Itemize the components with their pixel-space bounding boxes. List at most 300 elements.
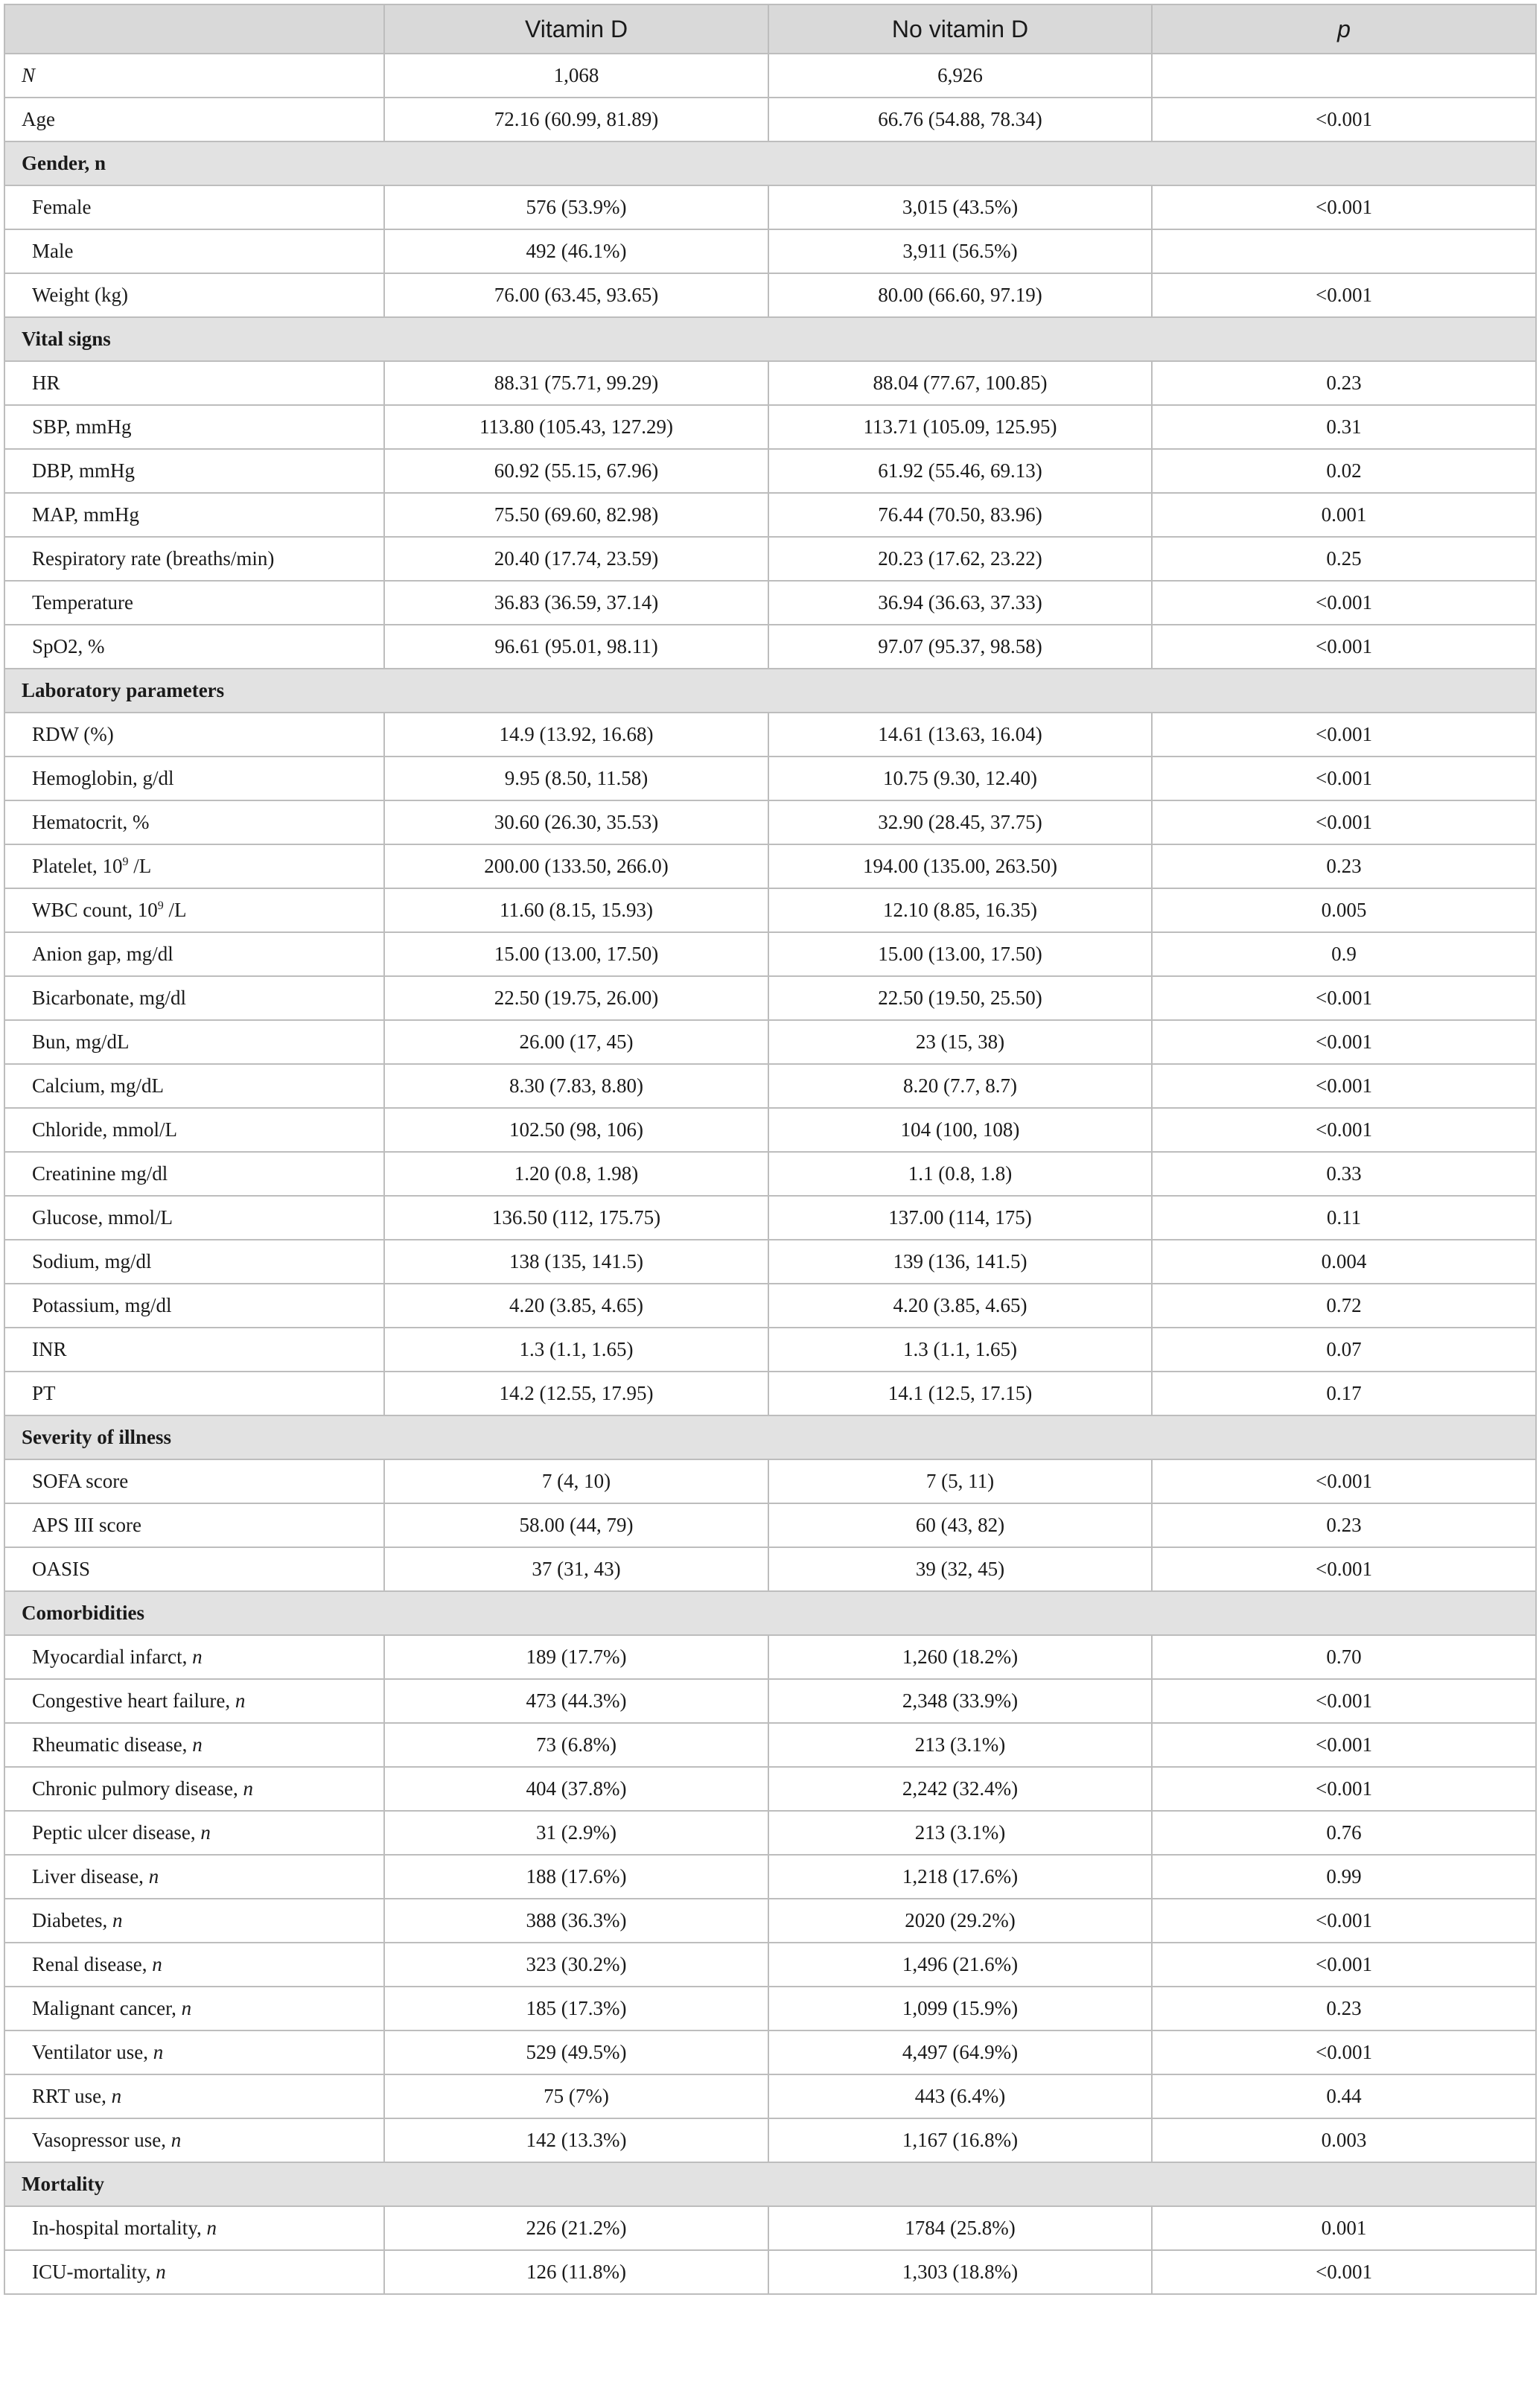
vitamin-d-value: 492 (46.1%) [384,229,768,273]
vitamin-d-value: 20.40 (17.74, 23.59) [384,537,768,581]
no-vitamin-d-value: 194.00 (135.00, 263.50) [768,844,1152,888]
p-value: <0.001 [1152,185,1536,229]
header-no-vitamin-d: No vitamin D [768,4,1152,54]
no-vitamin-d-value: 20.23 (17.62, 23.22) [768,537,1152,581]
p-value: 0.001 [1152,2206,1536,2250]
no-vitamin-d-value: 32.90 (28.45, 37.75) [768,800,1152,844]
vitamin-d-value: 185 (17.3%) [384,1987,768,2030]
vitamin-d-value: 72.16 (60.99, 81.89) [384,98,768,141]
table-row [4,1108,1536,1152]
table-row [4,1503,1536,1547]
p-value: 0.07 [1152,1328,1536,1372]
row-label-text: Calcium, mg/dL [32,1074,164,1097]
table-row [4,2030,1536,2074]
vitamin-d-value: 11.60 (8.15, 15.93) [384,888,768,932]
table-row [4,1064,1536,1108]
no-vitamin-d-value: 10.75 (9.30, 12.40) [768,757,1152,800]
p-value: 0.99 [1152,1855,1536,1899]
row-label [4,888,384,932]
row-label [4,932,384,976]
count-symbol: n [206,2217,217,2239]
no-vitamin-d-value: 15.00 (13.00, 17.50) [768,932,1152,976]
vitamin-d-value: 88.31 (75.71, 99.29) [384,361,768,405]
no-vitamin-d-value: 60 (43, 82) [768,1503,1152,1547]
row-label-text: Renal disease, [32,1953,153,1975]
vitamin-d-value: 1,068 [384,54,768,98]
vitamin-d-value: 189 (17.7%) [384,1635,768,1679]
no-vitamin-d-value: 104 (100, 108) [768,1108,1152,1152]
row-label-text: Hematocrit, % [32,811,150,833]
row-label [4,1503,384,1547]
no-vitamin-d-value: 80.00 (66.60, 97.19) [768,273,1152,317]
row-label-text: OASIS [32,1558,91,1580]
no-vitamin-d-value: 61.92 (55.46, 69.13) [768,449,1152,493]
section-title: Severity of illness [4,1415,1536,1459]
table-row [4,1328,1536,1372]
row-label [4,405,384,449]
row-label [4,537,384,581]
row-label-text: RRT use, [32,2085,112,2107]
p-value: <0.001 [1152,976,1536,1020]
vitamin-d-value: 22.50 (19.75, 26.00) [384,976,768,1020]
vitamin-d-value: 75 (7%) [384,2074,768,2118]
row-label-text: DBP, mmHg [32,459,136,482]
vitamin-d-value: 14.9 (13.92, 16.68) [384,713,768,757]
row-label [4,185,384,229]
p-value: 0.005 [1152,888,1536,932]
p-value: <0.001 [1152,1899,1536,1943]
row-label-text: Respiratory rate (breaths/min) [32,547,275,570]
no-vitamin-d-value: 1,260 (18.2%) [768,1635,1152,1679]
p-value: <0.001 [1152,1459,1536,1503]
row-label-text: Potassium, mg/dl [32,1294,172,1316]
no-vitamin-d-value: 7 (5, 11) [768,1459,1152,1503]
row-label-text: Liver disease, [32,1865,149,1888]
count-symbol: n [235,1689,246,1712]
row-label-text: Congestive heart failure, [32,1689,235,1712]
vitamin-d-value: 15.00 (13.00, 17.50) [384,932,768,976]
row-label-text: Bun, mg/dL [32,1031,130,1053]
row-label [4,1987,384,2030]
table-row [4,405,1536,449]
p-value: 0.23 [1152,844,1536,888]
vitamin-d-value: 1.20 (0.8, 1.98) [384,1152,768,1196]
table-body [4,54,1536,2294]
row-label [4,1811,384,1855]
vitamin-d-value: 58.00 (44, 79) [384,1503,768,1547]
vitamin-d-value: 404 (37.8%) [384,1767,768,1811]
row-label [4,1943,384,1987]
section-title: Mortality [4,2162,1536,2206]
p-value [1152,229,1536,273]
table-row [4,185,1536,229]
row-label [4,229,384,273]
table-row [4,1020,1536,1064]
row-label [4,625,384,669]
section-header-row [4,1591,1536,1635]
count-symbol: n [153,2041,164,2063]
count-symbol: n [171,2129,182,2151]
vitamin-d-value: 26.00 (17, 45) [384,1020,768,1064]
vitamin-d-value: 126 (11.8%) [384,2250,768,2294]
vitamin-d-value: 76.00 (63.45, 93.65) [384,273,768,317]
no-vitamin-d-value: 4.20 (3.85, 4.65) [768,1284,1152,1328]
header-p-value: p [1152,4,1536,54]
no-vitamin-d-value: 2020 (29.2%) [768,1899,1152,1943]
vitamin-d-value: 200.00 (133.50, 266.0) [384,844,768,888]
row-label-text: ICU-mortality, [32,2261,156,2283]
table-row [4,2250,1536,2294]
p-value [1152,54,1536,98]
table-row [4,1547,1536,1591]
no-vitamin-d-value: 12.10 (8.85, 16.35) [768,888,1152,932]
table-row [4,625,1536,669]
vitamin-d-value: 113.80 (105.43, 127.29) [384,405,768,449]
row-label-text: Diabetes, [32,1909,112,1931]
row-label [4,1284,384,1328]
count-symbol: n [200,1821,211,1844]
p-value: 0.76 [1152,1811,1536,1855]
count-symbol: n [243,1777,253,1800]
row-label [4,493,384,537]
table-row [4,1284,1536,1328]
p-value: 0.001 [1152,493,1536,537]
vitamin-d-value: 31 (2.9%) [384,1811,768,1855]
row-label-text: RDW (%) [32,723,114,745]
table-row [4,757,1536,800]
table-row [4,1679,1536,1723]
p-value: 0.17 [1152,1372,1536,1415]
p-value: <0.001 [1152,1943,1536,1987]
table-row [4,2206,1536,2250]
row-label-text: SOFA score [32,1470,129,1492]
no-vitamin-d-value: 1784 (25.8%) [768,2206,1152,2250]
vitamin-d-value: 8.30 (7.83, 8.80) [384,1064,768,1108]
p-value: 0.72 [1152,1284,1536,1328]
no-vitamin-d-value: 39 (32, 45) [768,1547,1152,1591]
vitamin-d-value: 102.50 (98, 106) [384,1108,768,1152]
table-row [4,1767,1536,1811]
row-label-text: Hemoglobin, g/dl [32,767,174,789]
vitamin-d-value: 37 (31, 43) [384,1547,768,1591]
vitamin-d-value: 1.3 (1.1, 1.65) [384,1328,768,1372]
no-vitamin-d-value: 1.3 (1.1, 1.65) [768,1328,1152,1372]
row-label [4,1020,384,1064]
table-row [4,493,1536,537]
no-vitamin-d-value: 1,218 (17.6%) [768,1855,1152,1899]
p-value: <0.001 [1152,581,1536,625]
row-label [4,1108,384,1152]
no-vitamin-d-value: 3,015 (43.5%) [768,185,1152,229]
table-row [4,361,1536,405]
row-label [4,844,384,888]
table-row [4,932,1536,976]
table-row [4,1635,1536,1679]
vitamin-d-value: 96.61 (95.01, 98.11) [384,625,768,669]
section-title: Gender, n [4,141,1536,185]
count-symbol: n [192,1733,203,1756]
unit-exponent: 9 [122,856,129,868]
vitamin-d-value: 136.50 (112, 175.75) [384,1196,768,1240]
p-value: <0.001 [1152,2250,1536,2294]
p-value: <0.001 [1152,1547,1536,1591]
vitamin-d-value: 188 (17.6%) [384,1855,768,1899]
no-vitamin-d-value: 36.94 (36.63, 37.33) [768,581,1152,625]
row-label-text: In-hospital mortality, [32,2217,207,2239]
row-label [4,361,384,405]
table-row [4,581,1536,625]
table-row [4,1987,1536,2030]
table-row [4,1723,1536,1767]
row-label-text: Myocardial infarct, [32,1646,193,1668]
table-row [4,2118,1536,2162]
no-vitamin-d-value: 2,348 (33.9%) [768,1679,1152,1723]
vitamin-d-value: 138 (135, 141.5) [384,1240,768,1284]
table-row [4,449,1536,493]
row-label [4,1547,384,1591]
count-symbol: n [152,1953,162,1975]
row-label-text: MAP, mmHg [32,503,140,526]
row-label-text: INR [32,1338,67,1360]
row-label [4,273,384,317]
row-label [4,1240,384,1284]
table-row [4,1943,1536,1987]
p-value: 0.44 [1152,2074,1536,2118]
row-label [4,1679,384,1723]
row-label [4,1152,384,1196]
p-value: 0.33 [1152,1152,1536,1196]
no-vitamin-d-value: 213 (3.1%) [768,1811,1152,1855]
p-value: 0.23 [1152,361,1536,405]
vitamin-d-value: 4.20 (3.85, 4.65) [384,1284,768,1328]
section-title: Laboratory parameters [4,669,1536,713]
unit-suffix: /L [128,855,152,877]
row-label-text: SBP, mmHg [32,415,132,438]
p-value: 0.11 [1152,1196,1536,1240]
row-label [4,1459,384,1503]
row-label [4,1064,384,1108]
p-value: 0.25 [1152,537,1536,581]
no-vitamin-d-value: 139 (136, 141.5) [768,1240,1152,1284]
row-label-text: HR [32,372,60,394]
row-label-text: N [22,64,36,86]
no-vitamin-d-value: 3,911 (56.5%) [768,229,1152,273]
table-row [4,229,1536,273]
vitamin-d-value: 60.92 (55.15, 67.96) [384,449,768,493]
row-label [4,1899,384,1943]
row-label-text: Bicarbonate, mg/dl [32,987,186,1009]
no-vitamin-d-value: 1,303 (18.8%) [768,2250,1152,2294]
no-vitamin-d-value: 97.07 (95.37, 98.58) [768,625,1152,669]
p-value: <0.001 [1152,625,1536,669]
table-row [4,273,1536,317]
no-vitamin-d-value: 14.1 (12.5, 17.15) [768,1372,1152,1415]
p-value: 0.23 [1152,1503,1536,1547]
row-label-text: Anion gap, mg/dl [32,943,173,965]
table-row [4,888,1536,932]
no-vitamin-d-value: 14.61 (13.63, 16.04) [768,713,1152,757]
no-vitamin-d-value: 2,242 (32.4%) [768,1767,1152,1811]
no-vitamin-d-value: 1,496 (21.6%) [768,1943,1152,1987]
p-value: 0.004 [1152,1240,1536,1284]
row-label [4,713,384,757]
row-label-text: Platelet, 10 [32,855,123,877]
no-vitamin-d-value: 23 (15, 38) [768,1020,1152,1064]
no-vitamin-d-value: 8.20 (7.7, 8.7) [768,1064,1152,1108]
p-value: <0.001 [1152,1679,1536,1723]
vitamin-d-value: 323 (30.2%) [384,1943,768,1987]
row-label-text: WBC count, 10 [32,899,158,921]
no-vitamin-d-value: 4,497 (64.9%) [768,2030,1152,2074]
table-row [4,1152,1536,1196]
row-label [4,1328,384,1372]
row-label-text: Chronic pulmory disease, [32,1777,243,1800]
no-vitamin-d-value: 113.71 (105.09, 125.95) [768,405,1152,449]
no-vitamin-d-value: 137.00 (114, 175) [768,1196,1152,1240]
vitamin-d-value: 473 (44.3%) [384,1679,768,1723]
row-label [4,2118,384,2162]
no-vitamin-d-value: 66.76 (54.88, 78.34) [768,98,1152,141]
no-vitamin-d-value: 76.44 (70.50, 83.96) [768,493,1152,537]
table-row [4,1240,1536,1284]
row-label-text: Male [32,240,74,262]
vitamin-d-value: 142 (13.3%) [384,2118,768,2162]
no-vitamin-d-value: 443 (6.4%) [768,2074,1152,2118]
header-vitamin-d: Vitamin D [384,4,768,54]
no-vitamin-d-value: 6,926 [768,54,1152,98]
row-label-text: Weight (kg) [32,284,129,306]
vitamin-d-value: 576 (53.9%) [384,185,768,229]
row-label-text: Rheumatic disease, [32,1733,193,1756]
row-label [4,98,384,141]
row-label [4,581,384,625]
section-header-row [4,1415,1536,1459]
row-label-text: SpO2, % [32,635,105,657]
p-value: <0.001 [1152,1108,1536,1152]
p-value: <0.001 [1152,757,1536,800]
no-vitamin-d-value: 1,167 (16.8%) [768,2118,1152,2162]
row-label-text: Chloride, mmol/L [32,1118,177,1141]
row-label-text: APS III score [32,1514,141,1536]
p-value: 0.9 [1152,932,1536,976]
section-header-row [4,141,1536,185]
p-value: <0.001 [1152,1064,1536,1108]
row-label [4,2030,384,2074]
unit-exponent: 9 [157,899,164,912]
row-label-text: PT [32,1382,56,1404]
p-value: <0.001 [1152,1723,1536,1767]
row-label [4,54,384,98]
p-value: 0.31 [1152,405,1536,449]
vitamin-d-value: 30.60 (26.30, 35.53) [384,800,768,844]
vitamin-d-value: 388 (36.3%) [384,1899,768,1943]
table-row [4,98,1536,141]
row-label-text: Sodium, mg/dl [32,1250,152,1273]
no-vitamin-d-value: 1.1 (0.8, 1.8) [768,1152,1152,1196]
row-label-text: Female [32,196,92,218]
row-label-text: Glucose, mmol/L [32,1206,173,1229]
table-row [4,800,1536,844]
table-row [4,1196,1536,1240]
row-label [4,1767,384,1811]
row-label-text: Vasopressor use, [32,2129,171,2151]
table-row [4,54,1536,98]
row-label-text: Age [22,108,55,130]
vitamin-d-value: 529 (49.5%) [384,2030,768,2074]
section-header-row [4,317,1536,361]
row-label-text: Creatinine mg/dl [32,1162,168,1185]
p-value: <0.001 [1152,713,1536,757]
vitamin-d-value: 226 (21.2%) [384,2206,768,2250]
row-label-text: Ventilator use, [32,2041,153,2063]
count-symbol: n [112,1909,123,1931]
no-vitamin-d-value: 213 (3.1%) [768,1723,1152,1767]
vitamin-d-value: 75.50 (69.60, 82.98) [384,493,768,537]
p-value: <0.001 [1152,98,1536,141]
table-row [4,1459,1536,1503]
row-label [4,1723,384,1767]
vitamin-d-value: 73 (6.8%) [384,1723,768,1767]
table-row [4,1899,1536,1943]
section-title: Comorbidities [4,1591,1536,1635]
row-label-text: Malignant cancer, [32,1997,182,2019]
p-value: 0.02 [1152,449,1536,493]
p-value: <0.001 [1152,273,1536,317]
section-header-row [4,2162,1536,2206]
row-label [4,2074,384,2118]
count-symbol: n [181,1997,192,2019]
vitamin-d-value: 14.2 (12.55, 17.95) [384,1372,768,1415]
row-label [4,1196,384,1240]
vitamin-d-value: 36.83 (36.59, 37.14) [384,581,768,625]
row-label [4,1635,384,1679]
no-vitamin-d-value: 22.50 (19.50, 25.50) [768,976,1152,1020]
table-row [4,537,1536,581]
table-row [4,2074,1536,2118]
p-value: 0.003 [1152,2118,1536,2162]
vitamin-d-value: 7 (4, 10) [384,1459,768,1503]
p-value: 0.23 [1152,1987,1536,2030]
p-value: <0.001 [1152,800,1536,844]
header-label-cell [4,4,384,54]
section-header-row [4,669,1536,713]
vitamin-d-value: 9.95 (8.50, 11.58) [384,757,768,800]
count-symbol: n [192,1646,203,1668]
no-vitamin-d-value: 1,099 (15.9%) [768,1987,1152,2030]
table-row [4,1811,1536,1855]
row-label [4,2250,384,2294]
row-label [4,976,384,1020]
row-label [4,1855,384,1899]
unit-suffix: /L [163,899,187,921]
row-label [4,800,384,844]
row-label-text: Peptic ulcer disease, [32,1821,201,1844]
row-label [4,449,384,493]
row-label [4,2206,384,2250]
p-value: <0.001 [1152,1767,1536,1811]
table-header-row [4,4,1536,54]
baseline-characteristics-table [4,4,1537,2295]
p-value: 0.70 [1152,1635,1536,1679]
count-symbol: n [156,2261,166,2283]
count-symbol: n [148,1865,159,1888]
table-row [4,844,1536,888]
no-vitamin-d-value: 88.04 (77.67, 100.85) [768,361,1152,405]
table-row [4,1372,1536,1415]
table-row [4,713,1536,757]
row-label [4,757,384,800]
row-label [4,1372,384,1415]
